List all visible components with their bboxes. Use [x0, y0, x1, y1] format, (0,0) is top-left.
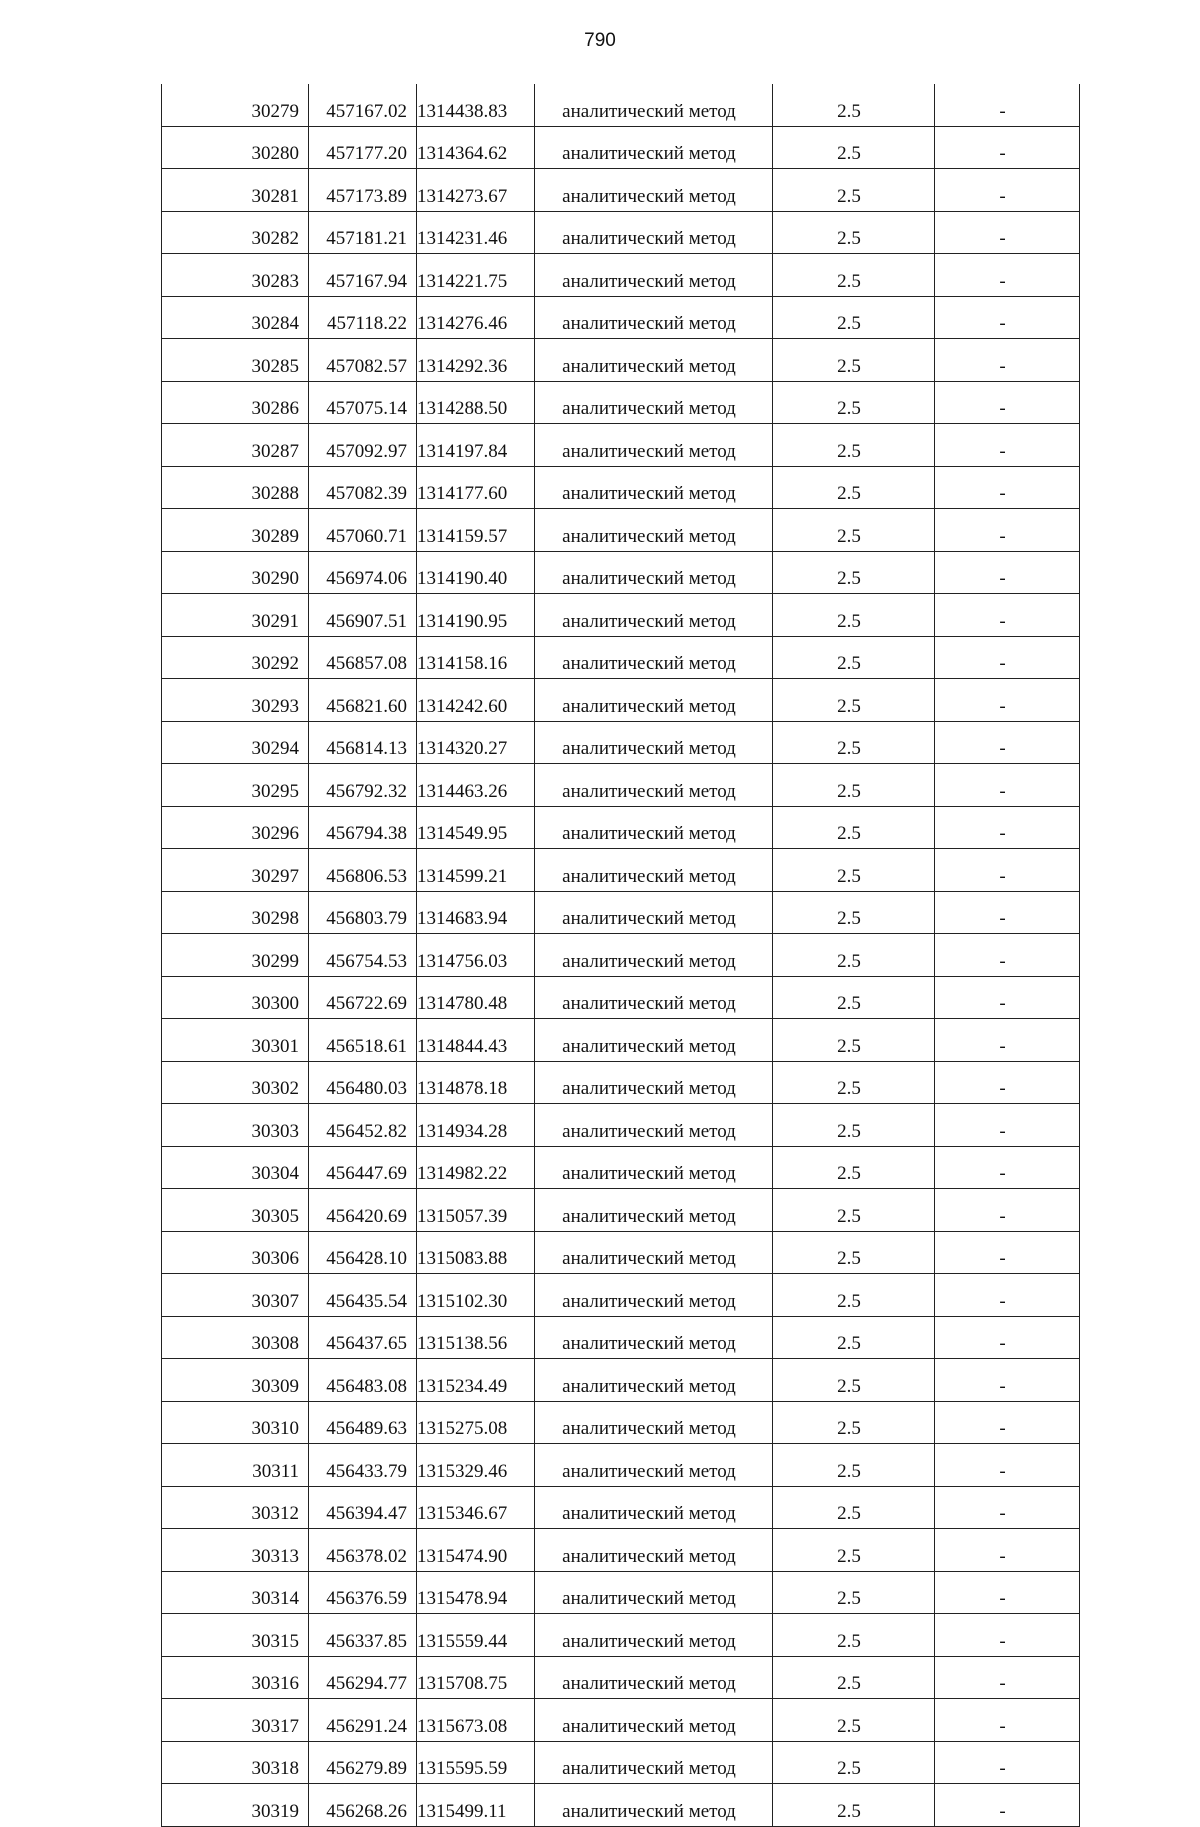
cell-point-number: 30310: [162, 1401, 309, 1444]
cell-y-coordinate: 1315595.59: [417, 1741, 535, 1784]
cell-x-coordinate: 456268.26: [309, 1784, 417, 1827]
cell-accuracy: 2.5: [773, 1146, 935, 1189]
cell-point-number: 30282: [162, 211, 309, 254]
cell-accuracy: 2.5: [773, 721, 935, 764]
cell-y-coordinate: 1314878.18: [417, 1061, 535, 1104]
cell-accuracy: 2.5: [773, 849, 935, 892]
cell-method: аналитический метод: [535, 1104, 773, 1147]
cell-y-coordinate: 1314190.95: [417, 594, 535, 637]
cell-x-coordinate: 457082.39: [309, 466, 417, 509]
cell-method: аналитический метод: [535, 891, 773, 934]
cell-point-number: 30314: [162, 1571, 309, 1614]
cell-y-coordinate: 1315138.56: [417, 1316, 535, 1359]
cell-accuracy: 2.5: [773, 1486, 935, 1529]
table-row: [162, 254, 1080, 297]
cell-point-number: 30292: [162, 636, 309, 679]
cell-method: аналитический метод: [535, 1019, 773, 1062]
cell-x-coordinate: 456489.63: [309, 1401, 417, 1444]
cell-method: аналитический метод: [535, 169, 773, 212]
cell-note: -: [935, 1019, 1080, 1062]
cell-method: аналитический метод: [535, 1486, 773, 1529]
cell-y-coordinate: 1314549.95: [417, 806, 535, 849]
cell-point-number: 30302: [162, 1061, 309, 1104]
cell-accuracy: 2.5: [773, 1019, 935, 1062]
cell-note: -: [935, 254, 1080, 297]
cell-y-coordinate: 1314982.22: [417, 1146, 535, 1189]
cell-x-coordinate: 456794.38: [309, 806, 417, 849]
cell-accuracy: 2.5: [773, 679, 935, 722]
cell-note: -: [935, 126, 1080, 169]
cell-accuracy: 2.5: [773, 1231, 935, 1274]
cell-note: -: [935, 594, 1080, 637]
table-row: [162, 976, 1080, 1019]
cell-x-coordinate: 456337.85: [309, 1614, 417, 1657]
table-row: [162, 211, 1080, 254]
cell-point-number: 30291: [162, 594, 309, 637]
table-row: [162, 339, 1080, 382]
cell-point-number: 30298: [162, 891, 309, 934]
table-row: [162, 721, 1080, 764]
cell-point-number: 30285: [162, 339, 309, 382]
table-row: [162, 84, 1080, 126]
cell-accuracy: 2.5: [773, 1274, 935, 1317]
cell-method: аналитический метод: [535, 1784, 773, 1827]
cell-accuracy: 2.5: [773, 381, 935, 424]
cell-x-coordinate: 456437.65: [309, 1316, 417, 1359]
cell-accuracy: 2.5: [773, 211, 935, 254]
cell-note: -: [935, 1699, 1080, 1742]
cell-y-coordinate: 1315478.94: [417, 1571, 535, 1614]
cell-y-coordinate: 1314177.60: [417, 466, 535, 509]
cell-x-coordinate: 456803.79: [309, 891, 417, 934]
cell-x-coordinate: 456821.60: [309, 679, 417, 722]
cell-note: -: [935, 1784, 1080, 1827]
cell-y-coordinate: 1315234.49: [417, 1359, 535, 1402]
cell-y-coordinate: 1314934.28: [417, 1104, 535, 1147]
cell-accuracy: 2.5: [773, 169, 935, 212]
cell-note: -: [935, 1529, 1080, 1572]
cell-y-coordinate: 1314221.75: [417, 254, 535, 297]
cell-point-number: 30300: [162, 976, 309, 1019]
cell-x-coordinate: 457075.14: [309, 381, 417, 424]
cell-point-number: 30305: [162, 1189, 309, 1232]
cell-accuracy: 2.5: [773, 84, 935, 126]
cell-method: аналитический метод: [535, 1401, 773, 1444]
cell-y-coordinate: 1314364.62: [417, 126, 535, 169]
cell-accuracy: 2.5: [773, 296, 935, 339]
table-row: [162, 891, 1080, 934]
cell-y-coordinate: 1315474.90: [417, 1529, 535, 1572]
cell-point-number: 30308: [162, 1316, 309, 1359]
cell-note: -: [935, 1741, 1080, 1784]
cell-x-coordinate: 457173.89: [309, 169, 417, 212]
cell-point-number: 30303: [162, 1104, 309, 1147]
table-row: [162, 1656, 1080, 1699]
cell-x-coordinate: 456447.69: [309, 1146, 417, 1189]
cell-method: аналитический метод: [535, 1146, 773, 1189]
cell-y-coordinate: 1315329.46: [417, 1444, 535, 1487]
cell-note: -: [935, 424, 1080, 467]
cell-method: аналитический метод: [535, 1189, 773, 1232]
table-row: [162, 1061, 1080, 1104]
cell-point-number: 30317: [162, 1699, 309, 1742]
cell-x-coordinate: 456279.89: [309, 1741, 417, 1784]
cell-note: -: [935, 1614, 1080, 1657]
cell-accuracy: 2.5: [773, 1741, 935, 1784]
cell-method: аналитический метод: [535, 339, 773, 382]
cell-method: аналитический метод: [535, 1274, 773, 1317]
cell-point-number: 30297: [162, 849, 309, 892]
cell-point-number: 30319: [162, 1784, 309, 1827]
cell-x-coordinate: 456806.53: [309, 849, 417, 892]
cell-x-coordinate: 456291.24: [309, 1699, 417, 1742]
table-row: [162, 1189, 1080, 1232]
cell-accuracy: 2.5: [773, 1571, 935, 1614]
cell-note: -: [935, 1189, 1080, 1232]
table-row: [162, 1571, 1080, 1614]
cell-accuracy: 2.5: [773, 466, 935, 509]
table-row: [162, 1444, 1080, 1487]
cell-accuracy: 2.5: [773, 934, 935, 977]
table-row: [162, 934, 1080, 977]
cell-x-coordinate: 456378.02: [309, 1529, 417, 1572]
cell-x-coordinate: 456754.53: [309, 934, 417, 977]
cell-point-number: 30281: [162, 169, 309, 212]
cell-note: -: [935, 84, 1080, 126]
cell-note: -: [935, 466, 1080, 509]
table-row: [162, 381, 1080, 424]
cell-point-number: 30283: [162, 254, 309, 297]
cell-method: аналитический метод: [535, 381, 773, 424]
cell-x-coordinate: 456428.10: [309, 1231, 417, 1274]
cell-method: аналитический метод: [535, 594, 773, 637]
cell-x-coordinate: 456452.82: [309, 1104, 417, 1147]
cell-y-coordinate: 1315275.08: [417, 1401, 535, 1444]
cell-note: -: [935, 339, 1080, 382]
cell-y-coordinate: 1315708.75: [417, 1656, 535, 1699]
cell-accuracy: 2.5: [773, 1444, 935, 1487]
cell-x-coordinate: 456376.59: [309, 1571, 417, 1614]
cell-x-coordinate: 456974.06: [309, 551, 417, 594]
cell-point-number: 30312: [162, 1486, 309, 1529]
table-row: [162, 1146, 1080, 1189]
cell-y-coordinate: 1314159.57: [417, 509, 535, 552]
table-row: [162, 1359, 1080, 1402]
cell-y-coordinate: 1314463.26: [417, 764, 535, 807]
cell-note: -: [935, 1401, 1080, 1444]
cell-accuracy: 2.5: [773, 1189, 935, 1232]
cell-point-number: 30280: [162, 126, 309, 169]
cell-note: -: [935, 764, 1080, 807]
cell-point-number: 30316: [162, 1656, 309, 1699]
table-row: [162, 126, 1080, 169]
cell-point-number: 30306: [162, 1231, 309, 1274]
table-row: [162, 509, 1080, 552]
cell-y-coordinate: 1314276.46: [417, 296, 535, 339]
cell-note: -: [935, 721, 1080, 764]
table-row: [162, 169, 1080, 212]
cell-method: аналитический метод: [535, 1699, 773, 1742]
cell-point-number: 30293: [162, 679, 309, 722]
cell-method: аналитический метод: [535, 551, 773, 594]
cell-method: аналитический метод: [535, 211, 773, 254]
cell-point-number: 30279: [162, 84, 309, 126]
cell-accuracy: 2.5: [773, 976, 935, 1019]
cell-method: аналитический метод: [535, 84, 773, 126]
cell-method: аналитический метод: [535, 934, 773, 977]
cell-accuracy: 2.5: [773, 594, 935, 637]
table-row: [162, 1104, 1080, 1147]
cell-method: аналитический метод: [535, 1359, 773, 1402]
cell-x-coordinate: 456480.03: [309, 1061, 417, 1104]
cell-y-coordinate: 1314158.16: [417, 636, 535, 679]
cell-accuracy: 2.5: [773, 424, 935, 467]
cell-x-coordinate: 456394.47: [309, 1486, 417, 1529]
cell-accuracy: 2.5: [773, 1359, 935, 1402]
cell-note: -: [935, 1316, 1080, 1359]
cell-x-coordinate: 457092.97: [309, 424, 417, 467]
cell-point-number: 30315: [162, 1614, 309, 1657]
cell-y-coordinate: 1315057.39: [417, 1189, 535, 1232]
cell-point-number: 30294: [162, 721, 309, 764]
cell-note: -: [935, 849, 1080, 892]
cell-x-coordinate: 456814.13: [309, 721, 417, 764]
table-row: [162, 1316, 1080, 1359]
cell-accuracy: 2.5: [773, 806, 935, 849]
cell-note: -: [935, 296, 1080, 339]
cell-note: -: [935, 551, 1080, 594]
cell-accuracy: 2.5: [773, 891, 935, 934]
cell-y-coordinate: 1314599.21: [417, 849, 535, 892]
cell-method: аналитический метод: [535, 1231, 773, 1274]
cell-note: -: [935, 636, 1080, 679]
cell-x-coordinate: 456420.69: [309, 1189, 417, 1232]
cell-x-coordinate: 457167.02: [309, 84, 417, 126]
cell-point-number: 30313: [162, 1529, 309, 1572]
cell-accuracy: 2.5: [773, 1401, 935, 1444]
cell-x-coordinate: 457060.71: [309, 509, 417, 552]
cell-point-number: 30289: [162, 509, 309, 552]
cell-note: -: [935, 381, 1080, 424]
cell-accuracy: 2.5: [773, 1784, 935, 1827]
cell-y-coordinate: 1314780.48: [417, 976, 535, 1019]
table-row: [162, 1274, 1080, 1317]
cell-y-coordinate: 1314756.03: [417, 934, 535, 977]
cell-x-coordinate: 457082.57: [309, 339, 417, 382]
page-number: 790: [584, 30, 616, 51]
cell-point-number: 30287: [162, 424, 309, 467]
cell-y-coordinate: 1314292.36: [417, 339, 535, 382]
cell-x-coordinate: 456907.51: [309, 594, 417, 637]
cell-accuracy: 2.5: [773, 551, 935, 594]
cell-x-coordinate: 456518.61: [309, 1019, 417, 1062]
cell-method: аналитический метод: [535, 1741, 773, 1784]
cell-accuracy: 2.5: [773, 1699, 935, 1742]
cell-method: аналитический метод: [535, 1444, 773, 1487]
table-row: [162, 849, 1080, 892]
cell-x-coordinate: 457167.94: [309, 254, 417, 297]
table-row: [162, 1019, 1080, 1062]
cell-note: -: [935, 806, 1080, 849]
cell-method: аналитический метод: [535, 806, 773, 849]
cell-x-coordinate: 457177.20: [309, 126, 417, 169]
cell-y-coordinate: 1315346.67: [417, 1486, 535, 1529]
cell-x-coordinate: 456294.77: [309, 1656, 417, 1699]
table-row: [162, 806, 1080, 849]
cell-method: аналитический метод: [535, 1614, 773, 1657]
cell-note: -: [935, 1359, 1080, 1402]
table-row: [162, 1401, 1080, 1444]
cell-method: аналитический метод: [535, 126, 773, 169]
cell-note: -: [935, 1571, 1080, 1614]
cell-method: аналитический метод: [535, 1061, 773, 1104]
cell-accuracy: 2.5: [773, 764, 935, 807]
cell-y-coordinate: 1314844.43: [417, 1019, 535, 1062]
cell-accuracy: 2.5: [773, 636, 935, 679]
cell-point-number: 30301: [162, 1019, 309, 1062]
cell-note: -: [935, 976, 1080, 1019]
table-row: [162, 1741, 1080, 1784]
cell-accuracy: 2.5: [773, 1061, 935, 1104]
cell-y-coordinate: 1314242.60: [417, 679, 535, 722]
cell-point-number: 30295: [162, 764, 309, 807]
cell-y-coordinate: 1315559.44: [417, 1614, 535, 1657]
table-row: [162, 1529, 1080, 1572]
table-row: [162, 679, 1080, 722]
cell-y-coordinate: 1315083.88: [417, 1231, 535, 1274]
table-row: [162, 1486, 1080, 1529]
table-row: [162, 1231, 1080, 1274]
cell-accuracy: 2.5: [773, 1656, 935, 1699]
cell-method: аналитический метод: [535, 466, 773, 509]
cell-method: аналитический метод: [535, 679, 773, 722]
cell-point-number: 30286: [162, 381, 309, 424]
cell-note: -: [935, 891, 1080, 934]
cell-y-coordinate: 1314683.94: [417, 891, 535, 934]
cell-y-coordinate: 1314320.27: [417, 721, 535, 764]
cell-note: -: [935, 169, 1080, 212]
cell-note: -: [935, 1061, 1080, 1104]
cell-method: аналитический метод: [535, 636, 773, 679]
cell-accuracy: 2.5: [773, 126, 935, 169]
cell-point-number: 30284: [162, 296, 309, 339]
cell-note: -: [935, 679, 1080, 722]
cell-point-number: 30296: [162, 806, 309, 849]
cell-method: аналитический метод: [535, 296, 773, 339]
cell-note: -: [935, 1444, 1080, 1487]
cell-note: -: [935, 1231, 1080, 1274]
cell-method: аналитический метод: [535, 254, 773, 297]
cell-accuracy: 2.5: [773, 1614, 935, 1657]
table-row: [162, 424, 1080, 467]
cell-x-coordinate: 456722.69: [309, 976, 417, 1019]
cell-note: -: [935, 211, 1080, 254]
table-row: [162, 636, 1080, 679]
cell-y-coordinate: 1315673.08: [417, 1699, 535, 1742]
cell-method: аналитический метод: [535, 976, 773, 1019]
coordinates-table: [161, 84, 1080, 1827]
cell-note: -: [935, 1486, 1080, 1529]
cell-note: -: [935, 1274, 1080, 1317]
cell-method: аналитический метод: [535, 1656, 773, 1699]
cell-y-coordinate: 1314438.83: [417, 84, 535, 126]
cell-x-coordinate: 456792.32: [309, 764, 417, 807]
table-body: [162, 84, 1080, 1826]
cell-method: аналитический метод: [535, 849, 773, 892]
cell-method: аналитический метод: [535, 1529, 773, 1572]
cell-note: -: [935, 1656, 1080, 1699]
coordinates-table-wrap: [161, 84, 1079, 1827]
cell-point-number: 30299: [162, 934, 309, 977]
table-row: [162, 764, 1080, 807]
cell-accuracy: 2.5: [773, 1529, 935, 1572]
cell-x-coordinate: 456435.54: [309, 1274, 417, 1317]
cell-accuracy: 2.5: [773, 509, 935, 552]
cell-point-number: 30288: [162, 466, 309, 509]
table-row: [162, 551, 1080, 594]
cell-y-coordinate: 1314190.40: [417, 551, 535, 594]
cell-note: -: [935, 509, 1080, 552]
cell-y-coordinate: 1314197.84: [417, 424, 535, 467]
cell-x-coordinate: 456857.08: [309, 636, 417, 679]
cell-note: -: [935, 1146, 1080, 1189]
cell-accuracy: 2.5: [773, 1316, 935, 1359]
cell-y-coordinate: 1315499.11: [417, 1784, 535, 1827]
table-row: [162, 466, 1080, 509]
table-row: [162, 594, 1080, 637]
cell-method: аналитический метод: [535, 1571, 773, 1614]
cell-accuracy: 2.5: [773, 1104, 935, 1147]
cell-method: аналитический метод: [535, 764, 773, 807]
cell-y-coordinate: 1315102.30: [417, 1274, 535, 1317]
cell-method: аналитический метод: [535, 509, 773, 552]
cell-point-number: 30311: [162, 1444, 309, 1487]
cell-x-coordinate: 457118.22: [309, 296, 417, 339]
cell-method: аналитический метод: [535, 1316, 773, 1359]
cell-point-number: 30304: [162, 1146, 309, 1189]
table-row: [162, 296, 1080, 339]
cell-x-coordinate: 456483.08: [309, 1359, 417, 1402]
table-row: [162, 1699, 1080, 1742]
cell-accuracy: 2.5: [773, 254, 935, 297]
cell-note: -: [935, 1104, 1080, 1147]
cell-accuracy: 2.5: [773, 339, 935, 382]
cell-point-number: 30309: [162, 1359, 309, 1402]
cell-method: аналитический метод: [535, 424, 773, 467]
cell-y-coordinate: 1314273.67: [417, 169, 535, 212]
cell-point-number: 30307: [162, 1274, 309, 1317]
cell-method: аналитический метод: [535, 721, 773, 764]
cell-x-coordinate: 456433.79: [309, 1444, 417, 1487]
cell-point-number: 30318: [162, 1741, 309, 1784]
cell-note: -: [935, 934, 1080, 977]
cell-point-number: 30290: [162, 551, 309, 594]
cell-x-coordinate: 457181.21: [309, 211, 417, 254]
cell-y-coordinate: 1314231.46: [417, 211, 535, 254]
cell-y-coordinate: 1314288.50: [417, 381, 535, 424]
table-row: [162, 1614, 1080, 1657]
table-row: [162, 1784, 1080, 1827]
